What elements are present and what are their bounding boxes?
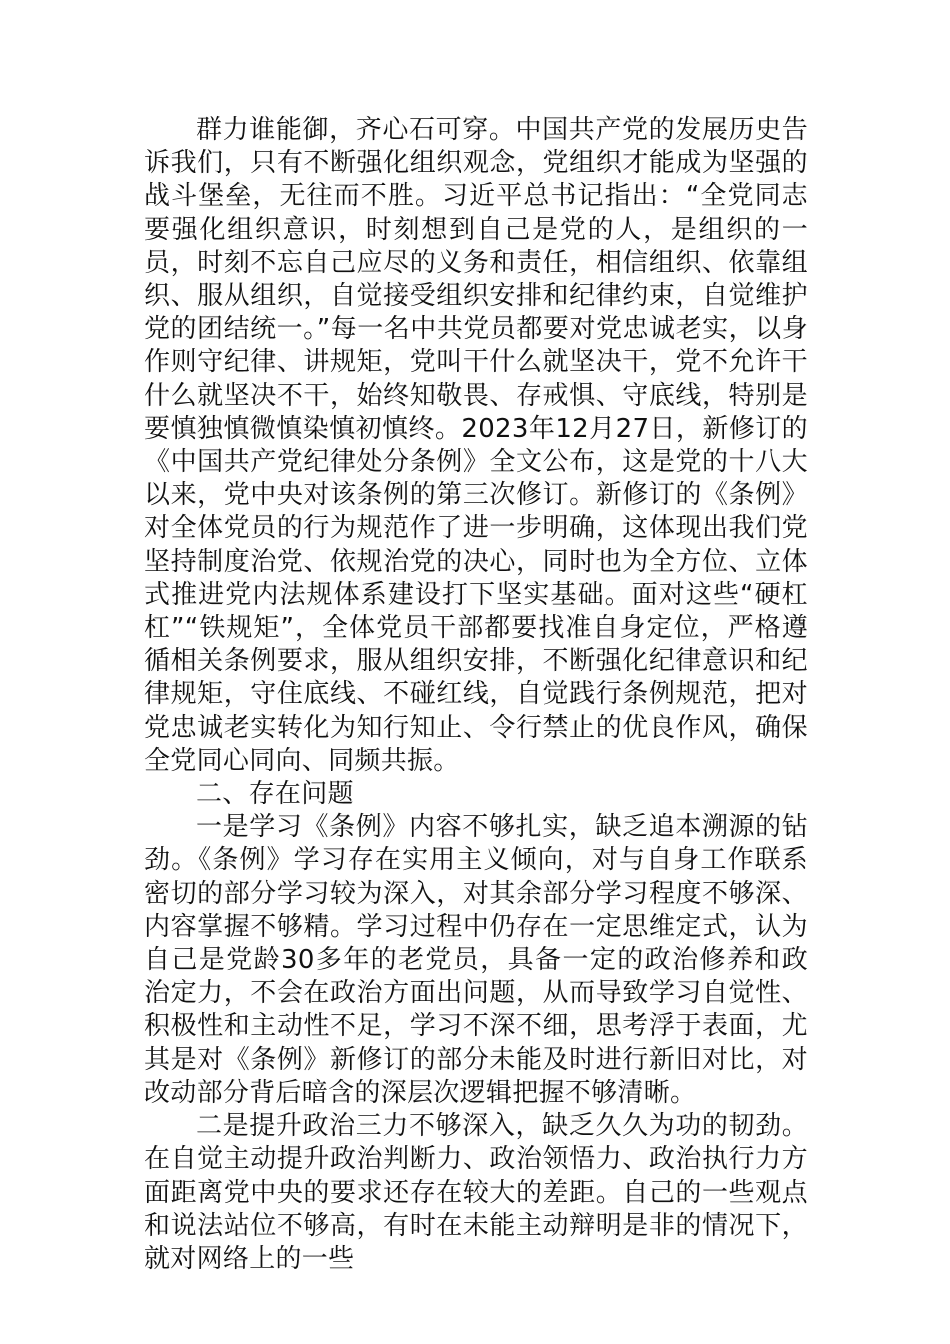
paragraph-intro: 群力谁能御，齐心石可穿。中国共产党的发展历史告诉我们，只有不断强化组织观念，党组织才能成为坚强的战斗堡垒，无往而不胜。习近平总书记指出：“全党同志要强化组织意识，时刻想到自己是党的人，是组织的一员，时刻不忘自己应尽的义务和责任，相信组织、依靠组织、服从组织，自觉接受组织安排和纪律约束，自觉维护党的团结统一。”每一名中共党员都要对党忠诚老实，以身作则守纪律、讲规矩，党叫干什么就坚决干，党不允许干什么就坚决不干，始终知敬畏、存戒惧、守底线，特别是要慎独慎微慎染慎初慎终。2023年12月27日，新修订的《中国共产党纪律处分条例》全文公布，这是党的十八大以来，党中央对该条例的第三次修订。新修订的《条例》对全体党员的行为规范作了进一步明确，这体现出我们党坚持制度治党、依规治党的决心，同时也为全方位、立体式推进党内法规体系建设打下坚实基础。面对这些“硬杠杠”“铁规矩”，全体党员干部都要找准自身定位，严格遵循相关条例要求，服从组织安排，不断强化纪律意识和纪律规矩，守住底线、不碰红线，自觉践行条例规范，把对党忠诚老实转化为知行知止、令行禁止的优良作风，确保全党同心同向、同频共振。 — [144, 115, 808, 776]
paragraph-problem-one: 一是学习《条例》内容不够扎实，缺乏追本溯源的钻劲。《条例》学习存在实用主义倾向，对与自身工作联系密切的部分学习较为深入，对其余部分学习程度不够深、内容掌握不够精。学习过程中仍存在一定思维定式，认为自己是党龄30多年的老党员，具备一定的政治修养和政治定力，不会在政治方面出问题，从而导致学习自觉性、积极性和主动性不足，学习不深不细，思考浮于表面，尤其是对《条例》新修订的部分未能及时进行新旧对比，对改动部分背后暗含的深层次逻辑把握不够清晰。 — [144, 812, 808, 1108]
paragraph-problem-two: 二是提升政治三力不够深入，缺乏久久为功的韧劲。在自觉主动提升政治判断力、政治领悟力、政治执行力方面距离党中央的要求还存在较大的差距。自己的一些观点和说法站位不够高，有时在未能主动辩明是非的情况下，就对网络上的一些 — [144, 1111, 808, 1274]
document-page — [144, 114, 808, 1276]
section-heading: 二、存在问题 — [196, 779, 354, 810]
